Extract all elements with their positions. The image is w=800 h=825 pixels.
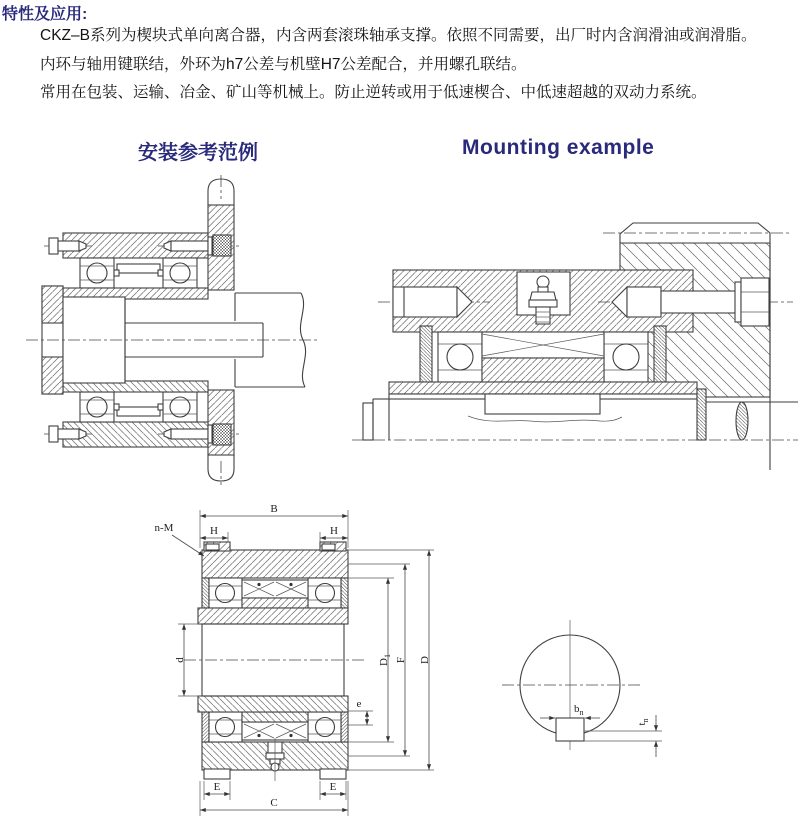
mounting-lug (320, 769, 346, 779)
svg-text:tn: $t_n$ (636, 718, 650, 726)
dim-H-right (320, 525, 348, 542)
keyway (556, 718, 584, 741)
svg-text:H: H (330, 525, 338, 537)
dim-E-left (204, 781, 230, 800)
drawing-shaft-keyway-section (490, 600, 700, 770)
svg-text:e: e (356, 698, 362, 710)
hex-head (741, 278, 769, 326)
tapped-hole (206, 544, 219, 550)
dim-B (200, 503, 348, 548)
mounting-lug (204, 769, 230, 779)
svg-text:F: F (395, 656, 407, 664)
paragraph-line-3: 常用在包装、运输、冶金、矿山等机械上。防止逆转或用于低速楔合、中低速超越的双动力系统。 (40, 84, 707, 101)
svg-text:E: E (329, 781, 337, 793)
hub-flange (389, 382, 697, 394)
drawing-installation-example (20, 175, 350, 485)
svg-text:D: D (419, 656, 431, 664)
drawing-dimension-section (148, 498, 483, 825)
dim-H-left (200, 525, 228, 542)
retainer-plate (654, 326, 666, 382)
svg-text:E: E (213, 781, 221, 793)
shaft-key (485, 394, 600, 414)
inner-ring (482, 358, 604, 382)
ball-bearing (604, 332, 648, 382)
section-half (198, 550, 348, 624)
svg-text:D1: $D_1$ (378, 654, 392, 666)
tapped-hole (322, 544, 335, 550)
dim-e (348, 698, 373, 725)
retainer-plate (420, 326, 432, 382)
heading-mounting-example-en: Mounting example (462, 136, 655, 159)
sprag-cage (117, 264, 160, 273)
svg-text:C: C (270, 797, 278, 809)
paragraph-line-2: 内环与轴用键联结，外环为h7公差与机壁H7公差配合，并用螺孔联结。 (40, 55, 527, 73)
svg-text:bn: $b_n$ (574, 703, 584, 717)
svg-text:H: H (210, 525, 218, 537)
ball-bearing (438, 332, 482, 382)
intro-paragraph (40, 22, 800, 108)
sprag-cage (482, 332, 604, 358)
dim-E-right (320, 781, 346, 800)
svg-text:B: B (270, 503, 278, 515)
grease-nipple (266, 738, 284, 781)
paragraph-line-1: CKZ–B系列为楔块式单向离合器，内含两套滚珠轴承支撑。依照不同需要，出厂时内含润滑油或润滑脂。 (40, 27, 757, 44)
dim-nM (155, 522, 204, 556)
drawing-mounting-example (350, 175, 800, 485)
svg-text:d: d (174, 657, 186, 663)
heading-installation-example-cn: 安装参考范例 (138, 142, 258, 164)
page-title: 特性及应用: (2, 6, 88, 23)
svg-text:n-M: n-M (154, 522, 174, 534)
dim-C (200, 781, 348, 816)
